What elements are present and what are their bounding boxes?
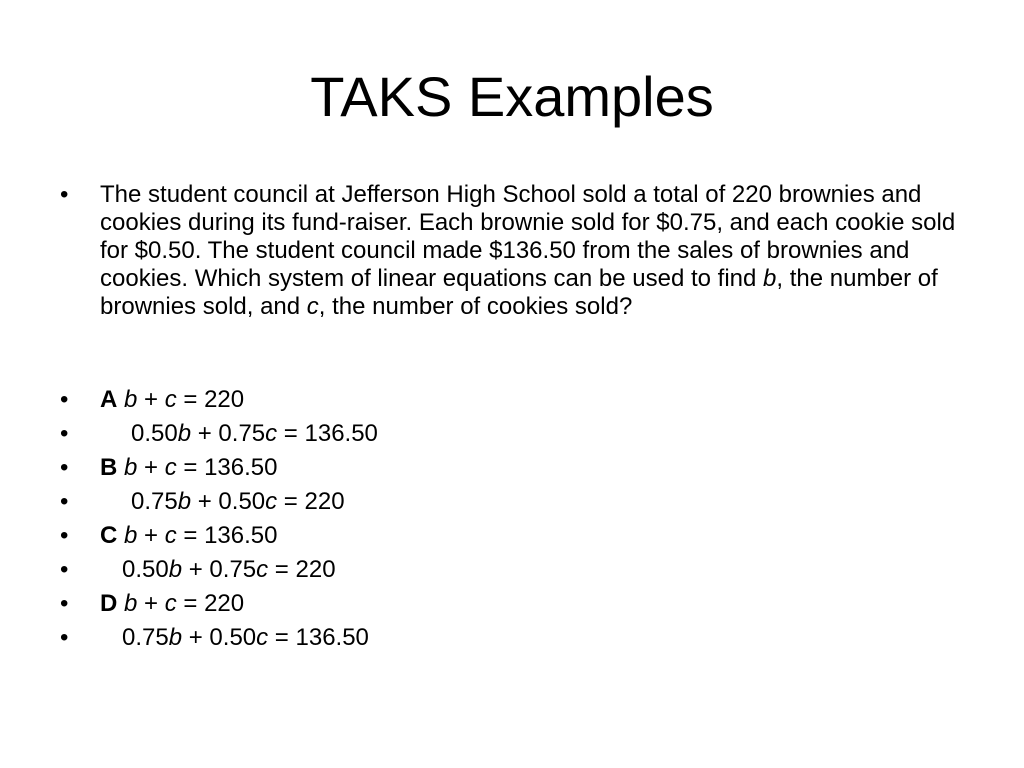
variable-b: b [177,420,192,447]
variable-c: c [256,624,269,651]
bullet-icon: • [60,488,69,515]
operator: + [137,454,165,481]
bullet-icon: • [60,556,69,583]
equation-rhs: = 220 [268,556,336,583]
equation-rhs: = 136.50 [277,420,378,447]
option-letter: B [100,454,118,481]
coefficient: 0.50 [131,420,178,447]
bullet-icon: • [60,522,69,549]
option-letter: D [100,590,118,617]
variable-b: b [168,556,183,583]
question-text-part3: , the number of cookies sold? [318,293,633,320]
coefficient: + 0.75 [191,420,266,447]
operator: + [137,522,165,549]
coefficient: 0.50 [122,556,169,583]
question-text-part2: , the number of brownies sold, and [100,265,938,320]
variable-b: b [168,624,183,651]
option-c-equation-1 [60,519,960,553]
equation-rhs: = 136.50 [176,454,278,481]
operator: + [137,590,165,617]
variable-b: b [177,488,192,515]
slide-title: TAKS Examples [310,65,714,128]
variable-c: c [164,386,177,413]
option-b-equation-2 [60,485,960,519]
equation-rhs: = 220 [176,590,245,617]
coefficient: + 0.50 [191,488,266,515]
equation-rhs: = 220 [176,386,245,413]
bullet-icon: • [60,181,69,208]
option-d-equation-1 [60,587,960,621]
variable-c: c [265,420,278,447]
variable-c: c [164,590,177,617]
bullet-icon: • [60,420,69,447]
bullet-icon: • [60,590,69,617]
coefficient: 0.75 [131,488,178,515]
variable-c: c [164,522,177,549]
equation-rhs: = 136.50 [268,624,369,651]
bullet-icon: • [60,386,69,413]
question-bullet [60,181,960,321]
variable-b: b [124,590,138,617]
equation-rhs: = 220 [277,488,345,515]
coefficient: + 0.50 [182,624,257,651]
variable-c: c [256,556,269,583]
variable-b: b [124,522,138,549]
variable-b: b [763,265,777,292]
answer-options [60,383,960,655]
operator: + [137,386,165,413]
variable-b: b [124,454,138,481]
option-a-equation-2 [60,417,960,451]
equation-rhs: = 136.50 [176,522,278,549]
bullet-icon: • [60,624,69,651]
variable-b: b [124,386,138,413]
option-d-equation-2 [60,621,960,655]
option-c-equation-2 [60,553,960,587]
option-letter: A [100,386,118,413]
coefficient: + 0.75 [182,556,257,583]
variable-c: c [265,488,278,515]
variable-c: c [164,454,177,481]
variable-c: c [306,293,319,320]
bullet-icon: • [60,454,69,481]
coefficient: 0.75 [122,624,169,651]
question-text [100,181,960,321]
question-text-part1: The student council at Jefferson High School sold a total of 220 brownies and cookies during its fund-raiser. Each brownie sold for $0.75, and each cookie sold for $0.50. The student council made $136.50 from the sales of brownies and cookies. Which system of linear equations can be used to find [100,181,956,292]
option-letter: C [100,522,118,549]
option-b-equation-1 [60,451,960,485]
option-a-equation-1 [60,383,960,417]
